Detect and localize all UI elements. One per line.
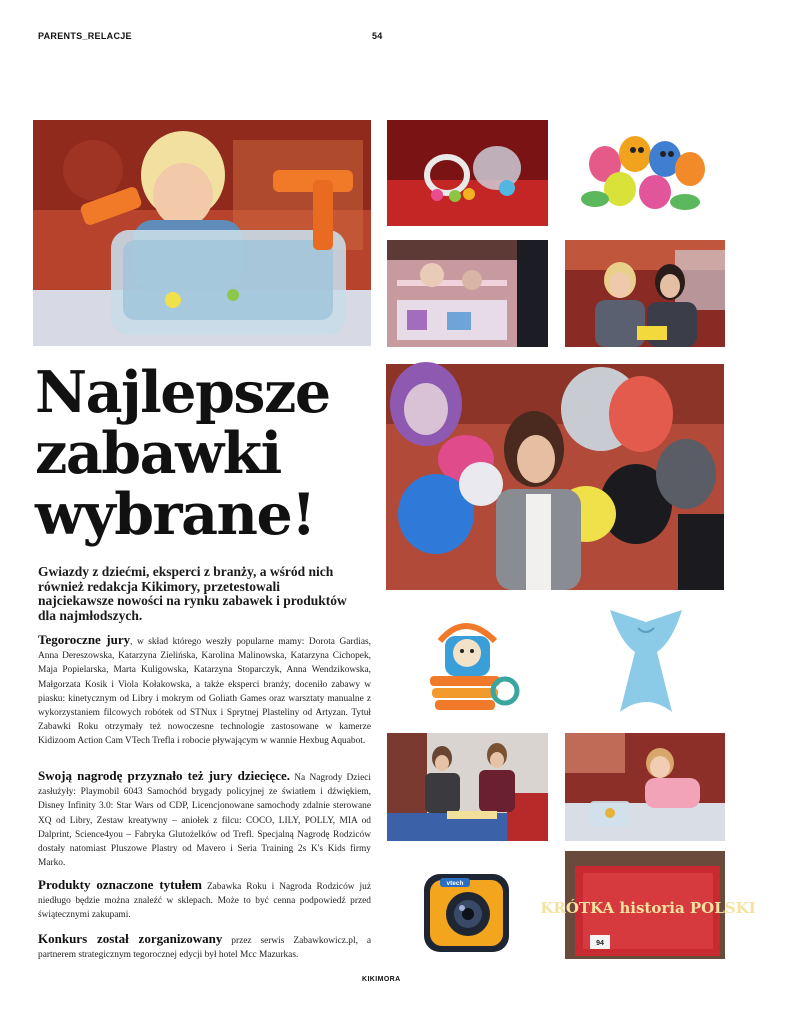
- footer-brand: KIKIMORA: [362, 976, 401, 983]
- paragraph-lead-in: Swoją nagrodę przyznało też jury dziecięce.: [38, 768, 290, 783]
- paragraph-organizer: [38, 932, 371, 962]
- camera-brand-label: vtech: [446, 880, 464, 887]
- paragraph-lead-in: Produkty oznaczone tytułem: [38, 877, 202, 892]
- photo-baby-toys: [387, 120, 548, 226]
- photo-girl-playing: [565, 733, 725, 841]
- paragraph-lead-in: Tegoroczne jury: [38, 632, 131, 647]
- photo-child-water-table: [33, 120, 371, 346]
- paragraph-jury: [38, 633, 371, 749]
- paragraph-body: Na Nagrody Dzieci zasłużyły: Playmobil 6043 Samochód brygady policyjnej ze światłem i dźwiękiem, Disney Infinity 3.0: Star Wars od CDP, Licencjonowane samochody zdalnie sterowane XQ od Libry, Zestaw kreatywny – aniołek z filcu: COCO, LILY, POLLY, MIA od Dalprint, Science4you – Fabryka Glutożelków od Trefl. Specjalną Nagrodę Rodziców dostały natomiast Pluszowe Plastry od Mavero i Seria Training 2s K's Kids firmy Marko.: [38, 773, 372, 869]
- article-title: Najlepsze zabawki wybrane!: [35, 359, 330, 548]
- paragraph-body: przez serwis Zabawkowicz.pl, a partnerem strategicznym tegorocznej edycji był hotel Mcc Mazurkas.: [38, 936, 372, 961]
- photo-workshop-table: [387, 733, 548, 841]
- photo-octopus-toys: [565, 104, 725, 226]
- photo-history-book: [540, 851, 756, 959]
- photo-woman-balloons: [386, 364, 724, 590]
- paragraph-lead-in: Konkurs został zorganizowany: [38, 931, 223, 946]
- photo-kids-camera: [410, 860, 525, 966]
- photo-two-women: [565, 240, 725, 347]
- photo-accordion-toy: [410, 606, 525, 718]
- book-cover-title: KRÓTKA historia POLSKI: [540, 899, 756, 917]
- paragraph-children-jury: [38, 769, 371, 870]
- photo-dollhouse: [387, 240, 548, 347]
- paragraph-body: , w skład którego weszły popularne mamy: Dorota Gardias, Anna Dereszowska, Katarzyna Zielińska, Karolina Malinowska, Katarzyna Cichopek, Maja Popielarska, Marta Kuligowska, Katarzyna Stoparczyk, Anna Wendzikowska, Małgorzata Kosik i Viola Kołakowska, a także eksperci branży, doceniło zabawy w piasku: kinetycznym od Libry i mokrym od Goliath Games oraz warsztaty manualne z wykorzystaniem filcowych robótek od STNux i Sprytnej Plasteliny od Artyzan. Tytuł Zabawki Roku otrzymały też nowoczesne technologie zastosowane w kamerze Kidizoom Action Cam VTech Trefla i robocie pływającym w wannie Hexbug Aquabot.: [38, 637, 371, 747]
- paragraph-body: Zabawka Roku i Nagroda Rodziców już niedługo będzie można znaleźć w sklepach. Może to być cenna podpowiedź przed świątecznymi zakupami.: [38, 882, 371, 921]
- page-number: 54: [372, 31, 383, 41]
- book-tag-number: 94: [596, 940, 604, 947]
- paragraph-products: [38, 878, 371, 923]
- article-lead: Gwiazdy z dziećmi, eksperci z branży, a wśród nich również redakcja Kikimory, przetestowali najciekawsze nowości na rynku zabawek i produktów dla najmłodszych.: [38, 564, 347, 623]
- section-label: PARENTS_RELACJE: [38, 31, 132, 41]
- photo-blue-plush: [590, 602, 702, 720]
